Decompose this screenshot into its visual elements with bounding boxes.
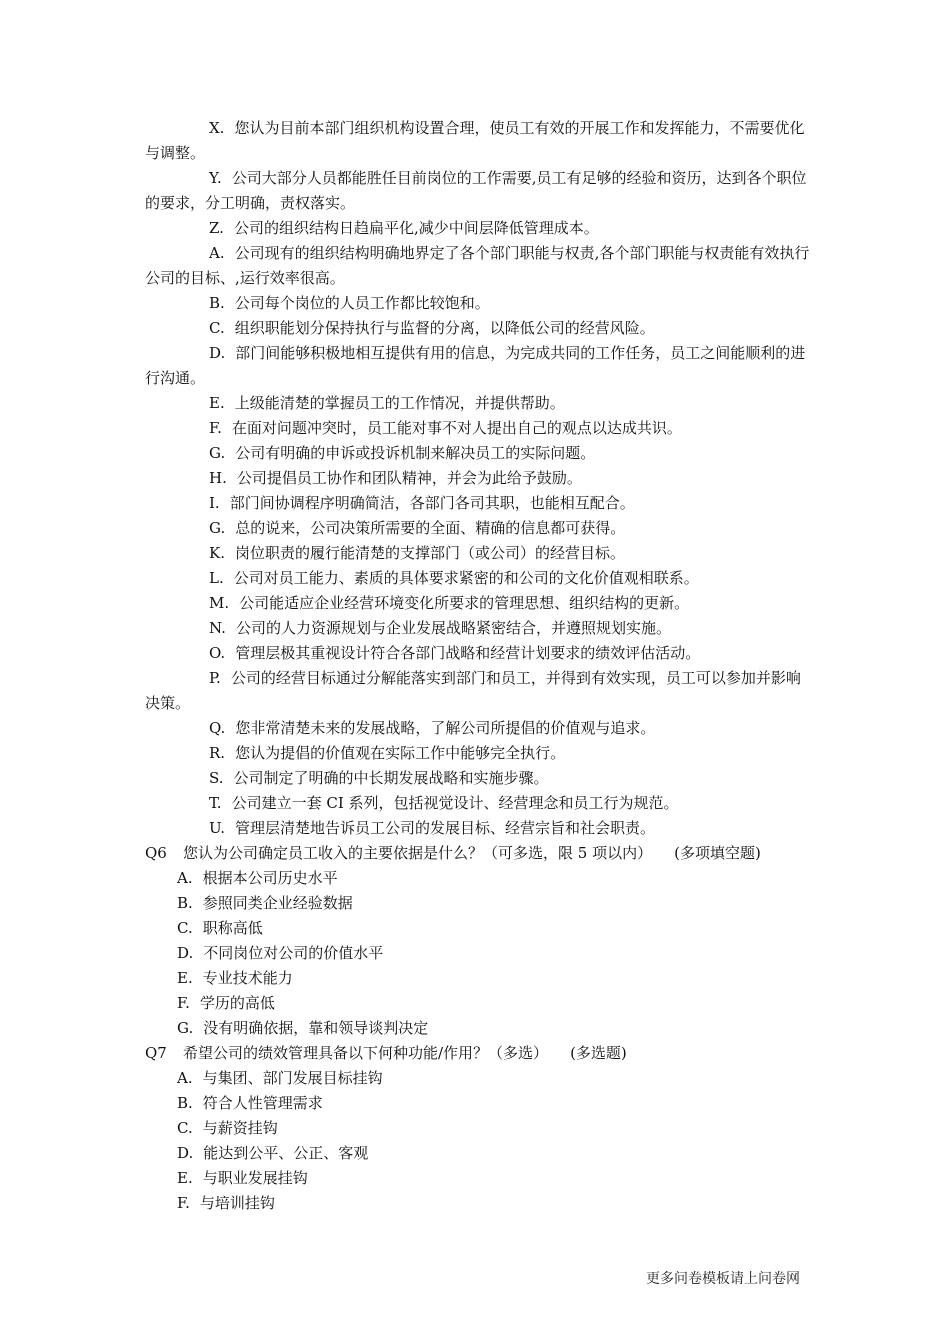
item-label: F.: [177, 994, 190, 1012]
item-text: 您认为目前本部门组织机构设置合理，使员工有效的开展工作和发挥能力，不需要优化与调整。: [145, 119, 805, 162]
item-label: M.: [209, 594, 230, 612]
item-text: 与薪资挂钩: [202, 1119, 278, 1137]
option-item: [145, 941, 810, 966]
item-text: 公司的组织结构日趋扁平化,减少中间层降低管理成本。: [233, 219, 599, 237]
item-label: L.: [209, 569, 224, 587]
item-text: 参照同类企业经验数据: [202, 894, 353, 912]
item-text: 管理层清楚地告诉员工公司的发展目标、经营宗旨和社会职责。: [235, 819, 656, 837]
item-label: H.: [209, 469, 227, 487]
item-label: P.: [209, 669, 221, 687]
statement-item: [145, 441, 810, 466]
question-q6: [145, 841, 810, 866]
statement-item: [145, 341, 810, 391]
item-label: R.: [209, 744, 226, 762]
statement-item: [145, 816, 810, 841]
statement-item: [145, 166, 810, 216]
item-label: B.: [177, 1094, 193, 1112]
item-label: C.: [209, 319, 225, 337]
item-text: 根据本公司历史水平: [202, 869, 338, 887]
item-label: B.: [177, 894, 193, 912]
item-label: D.: [209, 344, 226, 362]
item-text: 公司大部分人员都能胜任目前岗位的工作需要,员工有足够的经验和资历，达到各个职位的要求，分工明确，责权落实。: [145, 169, 807, 212]
option-item: [145, 916, 810, 941]
option-item: [145, 991, 810, 1016]
item-text: 公司建立一套 CI 系列，包括视觉设计、经营理念和员工行为规范。: [231, 794, 679, 812]
statement-item: [145, 566, 810, 591]
item-label: Q.: [209, 719, 226, 737]
item-label: I.: [209, 494, 220, 512]
item-label: D.: [177, 1144, 194, 1162]
item-label: Z.: [209, 219, 224, 237]
option-item: [145, 966, 810, 991]
item-text: 公司现有的组织结构明确地界定了各个部门职能与权责,各个部门职能与权责能有效执行公司的目标、,运行效率很高。: [145, 244, 810, 287]
question-text: 希望公司的绩效管理具备以下何种功能/作用？（多选）: [183, 1044, 549, 1062]
option-item: [145, 1141, 810, 1166]
item-text: 您非常清楚未来的发展战略，了解公司所提倡的价值观与追求。: [235, 719, 656, 737]
item-label: S.: [209, 769, 224, 787]
item-text: 公司每个岗位的人员工作都比较饱和。: [234, 294, 490, 312]
option-item: [145, 1016, 810, 1041]
question-number: Q7: [145, 1044, 167, 1062]
item-label: C.: [177, 919, 193, 937]
item-text: 公司对员工能力、素质的具体要求紧密的和公司的文化价值观相联系。: [233, 569, 699, 587]
option-item: [145, 1066, 810, 1091]
item-label: T.: [209, 794, 222, 812]
item-label: A.: [177, 869, 193, 887]
item-label: E.: [209, 394, 225, 412]
item-label: C.: [177, 1119, 193, 1137]
item-text: 学历的高低: [199, 994, 275, 1012]
statement-item: [145, 641, 810, 666]
item-text: 部门间能够积极地相互提供有用的信息，为完成共同的工作任务，员工之间能顺利的进行沟通。: [145, 344, 806, 387]
item-label: A.: [177, 1069, 193, 1087]
footer-note: 更多问卷模板请上问卷网: [646, 1271, 800, 1287]
item-text: 没有明确依据，靠和领导谈判决定: [203, 1019, 429, 1037]
item-text: 不同岗位对公司的价值水平: [203, 944, 384, 962]
q6-option-list: [145, 866, 810, 1041]
item-label: B.: [209, 294, 225, 312]
item-text: 职称高低: [202, 919, 263, 937]
option-item: [145, 1116, 810, 1141]
item-label: Y.: [209, 169, 222, 187]
item-label: N.: [209, 619, 226, 637]
item-label: E.: [177, 969, 193, 987]
question-type: (多选题): [570, 1044, 627, 1062]
question-number: Q6: [145, 844, 167, 862]
statement-item: [145, 466, 810, 491]
item-label: G.: [209, 519, 226, 537]
statement-item: [145, 766, 810, 791]
option-item: [145, 891, 810, 916]
statement-item: [145, 291, 810, 316]
item-label: X.: [209, 119, 225, 137]
statement-item: [145, 591, 810, 616]
item-text: 公司有明确的申诉或投诉机制来解决员工的实际问题。: [235, 444, 596, 462]
item-label: G.: [177, 1019, 194, 1037]
statement-item: [145, 516, 810, 541]
statement-item: [145, 716, 810, 741]
statement-item: [145, 241, 810, 291]
statement-item: [145, 541, 810, 566]
statement-item: [145, 741, 810, 766]
item-text: 公司能适应企业经营环境变化所要求的管理思想、组织结构的更新。: [239, 594, 690, 612]
option-item: [145, 1166, 810, 1191]
item-label: K.: [209, 544, 225, 562]
option-item: [145, 1191, 810, 1216]
item-text: 与培训挂钩: [199, 1194, 275, 1212]
statement-item: [145, 491, 810, 516]
question-text: 您认为公司确定员工收入的主要依据是什么？（可多选，限 5 项以内）: [183, 844, 653, 862]
item-label: A.: [209, 244, 225, 262]
item-label: D.: [177, 944, 194, 962]
item-text: 组织职能划分保持执行与监督的分离，以降低公司的经营风险。: [234, 319, 655, 337]
statement-item: [145, 616, 810, 641]
item-text: 部门间协调程序明确简洁，各部门各司其职，也能相互配合。: [229, 494, 635, 512]
item-text: 您认为提倡的价值观在实际工作中能够完全执行。: [235, 744, 566, 762]
statement-item: [145, 316, 810, 341]
item-text: 岗位职责的履行能清楚的支撑部门（或公司）的经营目标。: [234, 544, 625, 562]
statement-item: [145, 216, 810, 241]
item-label: F.: [209, 419, 222, 437]
statement-item: [145, 116, 810, 166]
item-text: 公司制定了明确的中长期发展战略和实施步骤。: [233, 769, 549, 787]
item-text: 公司提倡员工协作和团队精神，并会为此给予鼓励。: [236, 469, 582, 487]
option-item: [145, 866, 810, 891]
item-text: 符合人性管理需求: [202, 1094, 323, 1112]
item-label: E.: [177, 1169, 193, 1187]
item-text: 专业技术能力: [202, 969, 293, 987]
item-text: 与职业发展挂钩: [202, 1169, 308, 1187]
statement-list: [145, 116, 810, 841]
question-q7: [145, 1041, 810, 1066]
item-label: G.: [209, 444, 226, 462]
statement-item: [145, 416, 810, 441]
item-label: O.: [209, 644, 226, 662]
item-text: 与集团、部门发展目标挂钩: [202, 1069, 383, 1087]
q7-option-list: [145, 1066, 810, 1216]
statement-item: [145, 666, 810, 716]
item-text: 总的说来，公司决策所需要的全面、精确的信息都可获得。: [235, 519, 626, 537]
item-label: U.: [209, 819, 226, 837]
item-text: 能达到公平、公正、客观: [203, 1144, 369, 1162]
option-item: [145, 1091, 810, 1116]
item-text: 管理层极其重视设计符合各部门战略和经营计划要求的绩效评估活动。: [235, 644, 701, 662]
item-text: 公司的经营目标通过分解能落实到部门和员工，并得到有效实现，员工可以参加并影响决策。: [145, 669, 801, 712]
statement-item: [145, 791, 810, 816]
item-label: F.: [177, 1194, 190, 1212]
item-text: 上级能清楚的掌握员工的工作情况，并提供帮助。: [234, 394, 565, 412]
statement-item: [145, 391, 810, 416]
document-page: [145, 116, 810, 1216]
item-text: 公司的人力资源规划与企业发展战略紧密结合，并遵照规划实施。: [235, 619, 671, 637]
question-type: (多项填空题): [674, 844, 761, 862]
item-text: 在面对问题冲突时，员工能对事不对人提出自己的观点以达成共识。: [231, 419, 682, 437]
